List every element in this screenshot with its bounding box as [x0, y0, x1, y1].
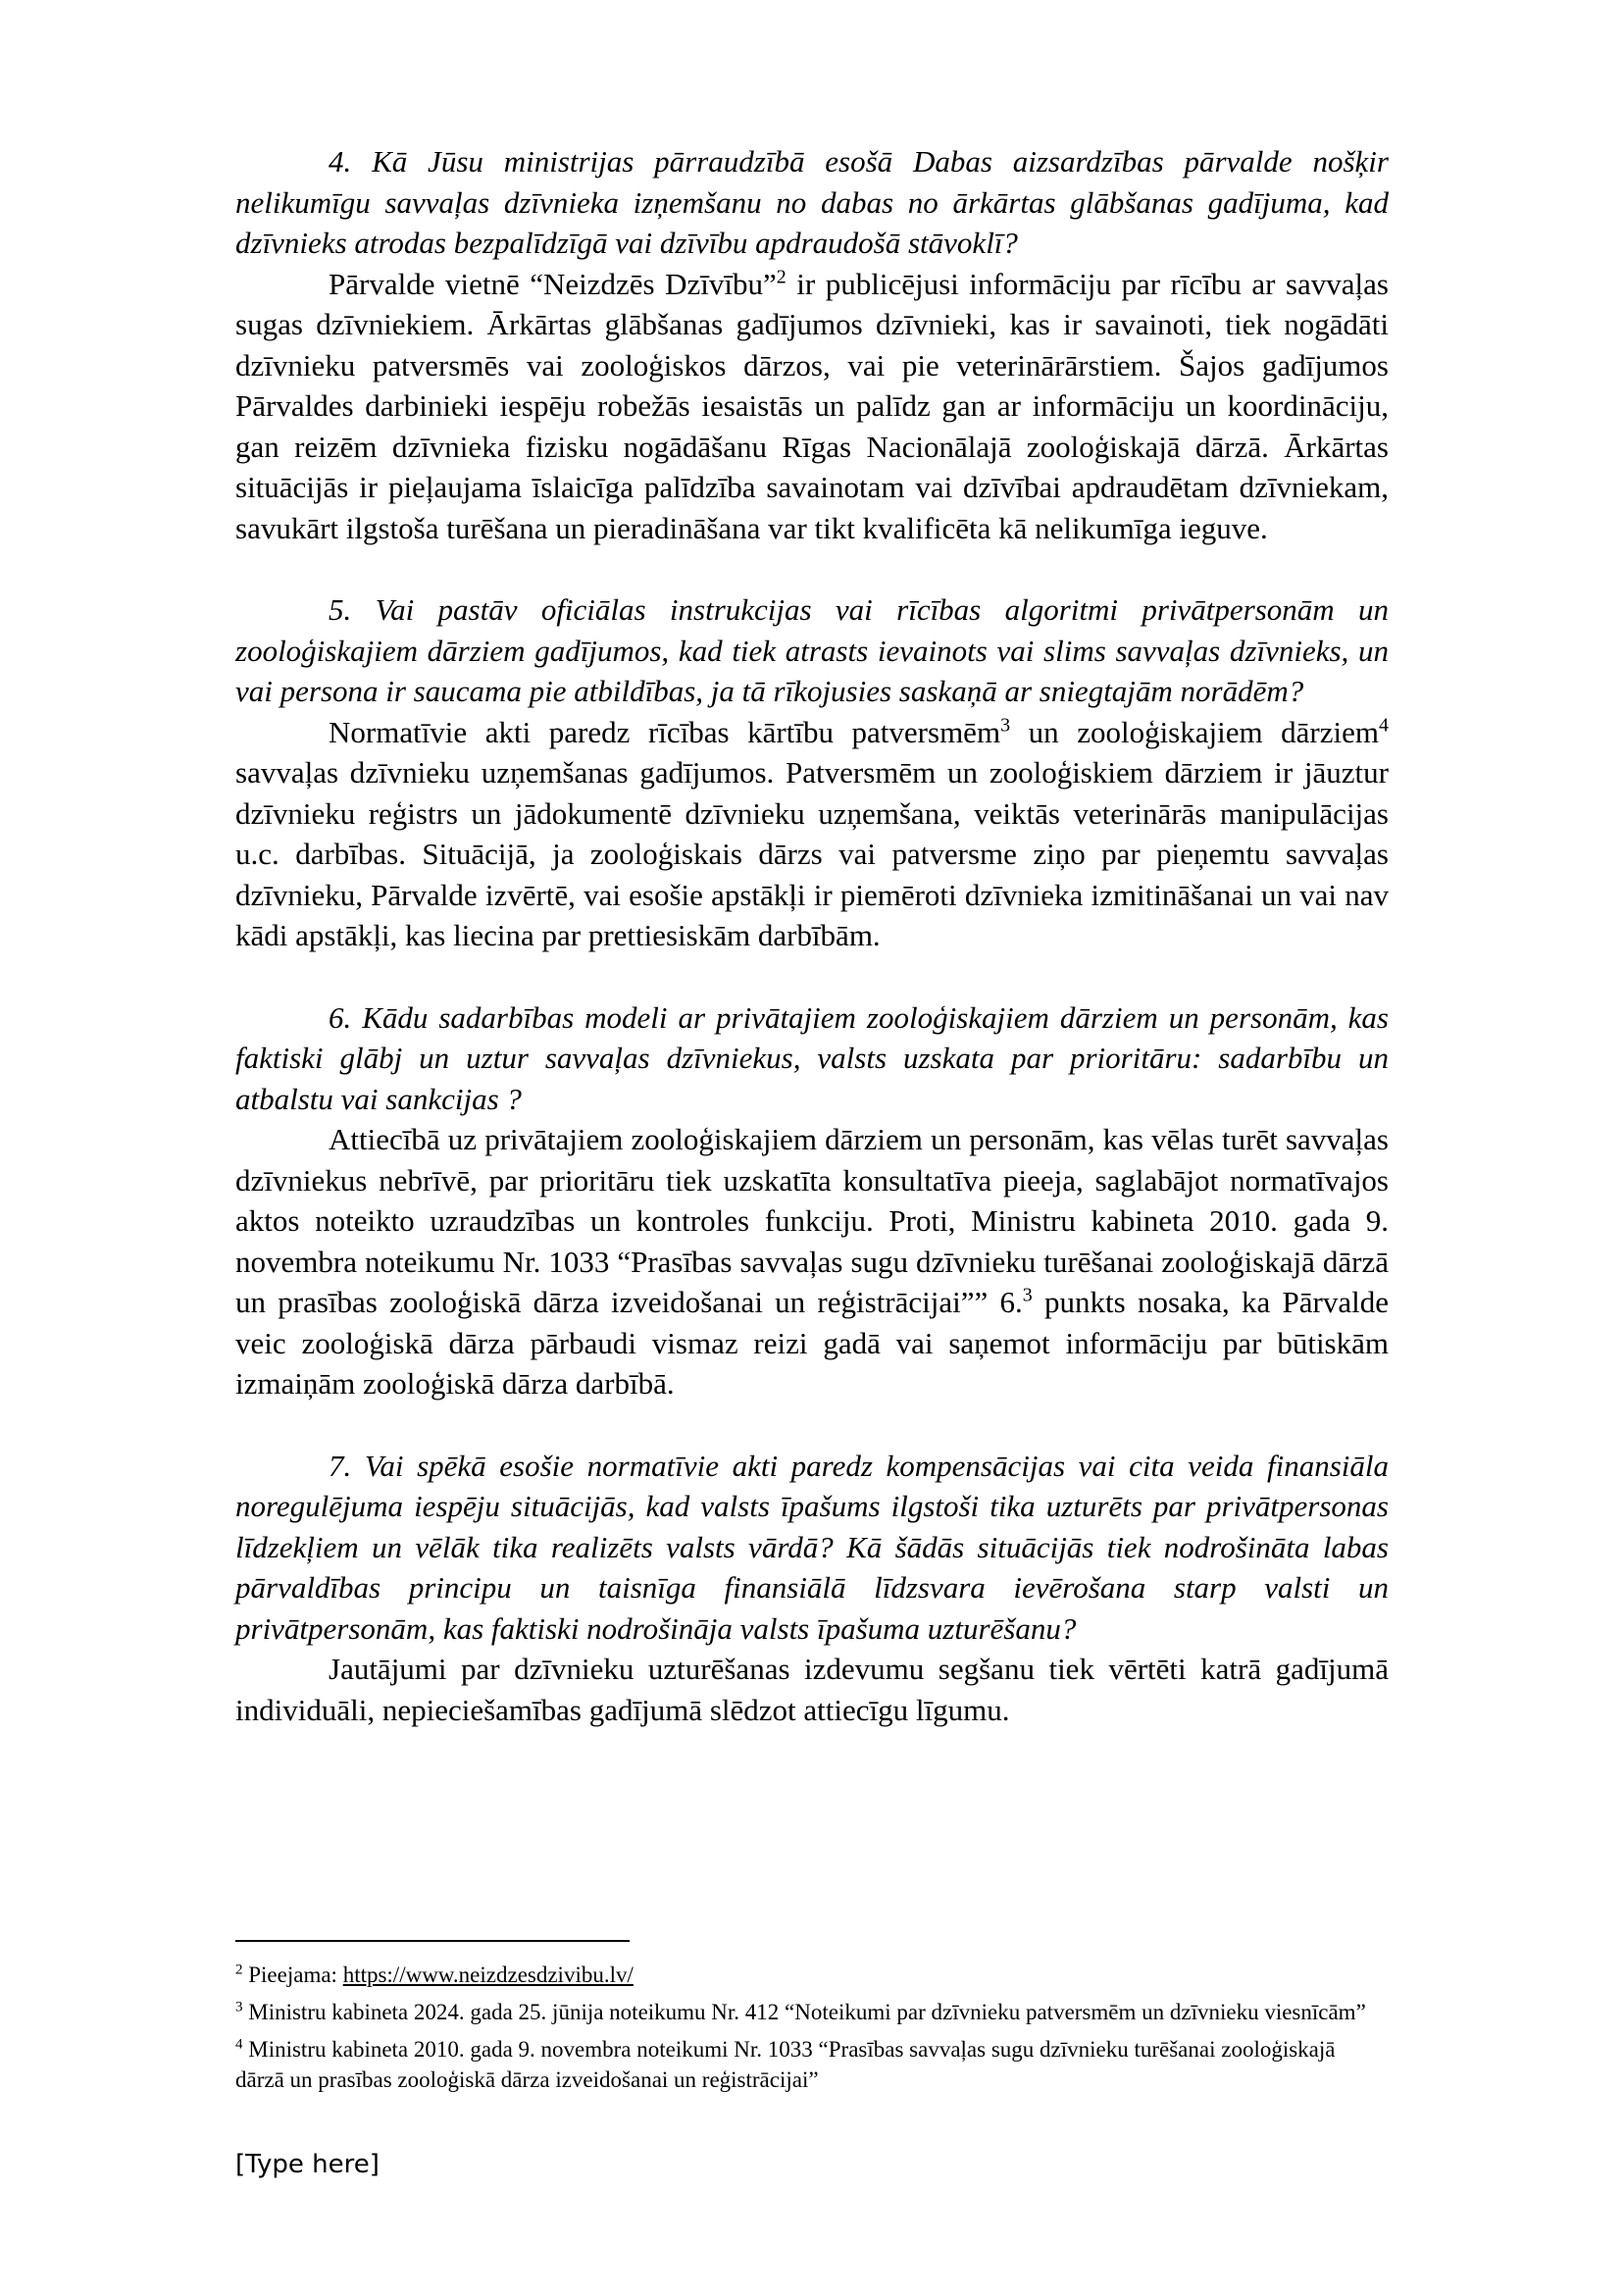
point-superscript: 3 [1022, 1284, 1033, 1306]
footnote-3: $^3$ Ministru kabineta 2024. gada 25. jūnija noteikumu Nr. 412 “Noteikumi par dzīvnieku patversmēm un dzīvnieku viesnīcām” [235, 1999, 1366, 2024]
document-body [235, 141, 1389, 1730]
question-5: 5. Vai pastāv oficiālas instrukcijas vai rīcības algoritmi privātpersonām un zooloģiskajiem dārziem gadījumos, kad tiek atrasts ievainots vai slims savvaļas dzīvnieks, un vai persona ir saucama pie atbildības, ja tā rīkojusies saskaņā ar sniegtajām norādēm? [235, 592, 1389, 708]
answer-4: Pārvalde vietnē “Neizdzēs Dzīvību”$^2$ ir publicējusi informāciju par rīcību ar savvaļas sugas dzīvniekiem. Ārkārtas glābšanas gadījumos dzīvnieki, kas ir savainoti, tiek nogādāti dzīvnieku patversmēs vai zooloģiskos dārzos, vai pie veterinārārstiem. Šajos gadījumos Pārvaldes darbinieki iespēju robežās iesaistās un palīdz gan ar informāciju un koordināciju, gan reizēm dzīvnieka fizisku nogādāšanu Rīgas Nacionālajā zooloģiskajā dārzā. Ārkārtas situācijās ir pieļaujama īslaicīga palīdzība savainotam vai dzīvībai apdraudētam dzīvniekam, savukārt ilgstoša turēšana un pieradināšana var tikt kvalificēta kā nelikumīga ieguve. [235, 266, 1389, 545]
type-here-placeholder[interactable]: [Type here] [235, 2150, 380, 2179]
footnote-4: $^4$ Ministru kabineta 2010. gada 9. novembra noteikumi Nr. 1033 “Prasības savvaļas sugu dzīvnieku turēšanai zooloģiskajā dārzā un prasības zooloģiskā dārza izveidošanai un reģistrācijai” [235, 2036, 1336, 2092]
footnote-ref-4: 4 [1379, 714, 1389, 737]
footnote-ref-2: 2 [776, 266, 787, 288]
answer-7: Jautājumi par dzīvnieku uzturēšanas izdevumu segšanu tiek vērtēti katrā gadījumā individuāli, nepieciešamības gadījumā slēdzot attiecīgu līgumu. [235, 1652, 1389, 1727]
question-6: 6. Kādu sadarbības modeli ar privātajiem zooloģiskajiem dārziem un personām, kas faktiski glābj un uztur savvaļas dzīvniekus, valsts uzskata par prioritāru: sadarbību un atbalstu vai sankcijas ? [235, 999, 1389, 1116]
answer-6: Attiecībā uz privātajiem zooloģiskajiem dārziem un personām, kas vēlas turēt savvaļas dzīvniekus nebrīvē, par prioritāru tiek uzskatīta konsultatīva pieeja, saglabājot normatīvajos aktos noteikto uzraudzības un kontroles funkciju. Proti, Ministru kabineta 2010. gada 9. novembra noteikumu Nr. 1033 “Prasības savvaļas sugu dzīvnieku turēšanai zooloģiskajā dārzā un prasības zooloģiskā dārza izveidošanai un reģistrācijai”” 6.$^3$ punkts nosaka, ka Pārvalde veic zooloģiskā dārza pārbaudi vismaz reizi gadā vai saņemot informāciju par būtiskām izmaiņām zooloģiskā dārza darbībā. [235, 1122, 1389, 1401]
section-7 [235, 1446, 1389, 1731]
footnotes [235, 1960, 1389, 2102]
footnote-link[interactable]: https://www.neizdzesdzivibu.lv/ [342, 1963, 634, 1987]
question-4: 4. Kā Jūsu ministrijas pārraudzībā esošā Dabas aizsardzības pārvalde nošķir nelikumīgu savvaļas dzīvnieka izņemšanu no dabas no ārkārtas glābšanas gadījuma, kad dzīvnieks atrodas bezpalīdzīgā vai dzīvību apdraudošā stāvoklī? [235, 144, 1389, 260]
footnote-separator [235, 1940, 630, 1942]
section-4 [235, 141, 1389, 548]
section-5 [235, 589, 1389, 956]
answer-5: Normatīvie akti paredz rīcības kārtību patversmēm$^3$ un zooloģiskajiem dārziem$^4$ savvaļas dzīvnieku uzņemšanas gadījumos. Patversmēm un zooloģiskiem dārziem ir jāuztur dzīvnieku reģistrs un jādokumentē dzīvnieku uzņemšana, veiktās veterinārās manipulācijas u.c. darbības. Situācijā, ja zooloģiskais dārzs vai patversme ziņo par pieņemtu savvaļas dzīvnieku, Pārvalde izvērtē, vai esošie apstākļi ir piemēroti dzīvnieka izmitināšanai un vai nav kādi apstākļi, kas liecina par prettiesiskām darbībām. [235, 714, 1389, 952]
footnote-ref-3: 3 [1000, 714, 1011, 737]
question-7: 7. Vai spēkā esošie normatīvie akti paredz kompensācijas vai cita veida finansiāla noregulējuma iespēju situācijās, kad valsts īpašums ilgstoši tika uzturēts par privātpersonas līdzekļiem un vēlāk tika realizēts valsts vārdā? Kā šādās situācijās tiek nodrošināta labas pārvaldības principu un taisnīga finansiālā līdzsvara ievērošana starp valsti un privātpersonām, kas faktiski nodrošināja valsts īpašuma uzturēšanu? [235, 1448, 1389, 1646]
section-6 [235, 997, 1389, 1404]
footnote-2: $^2$ Pieejama: https://www.neizdzesdzivibu.lv/ [235, 1962, 634, 1987]
